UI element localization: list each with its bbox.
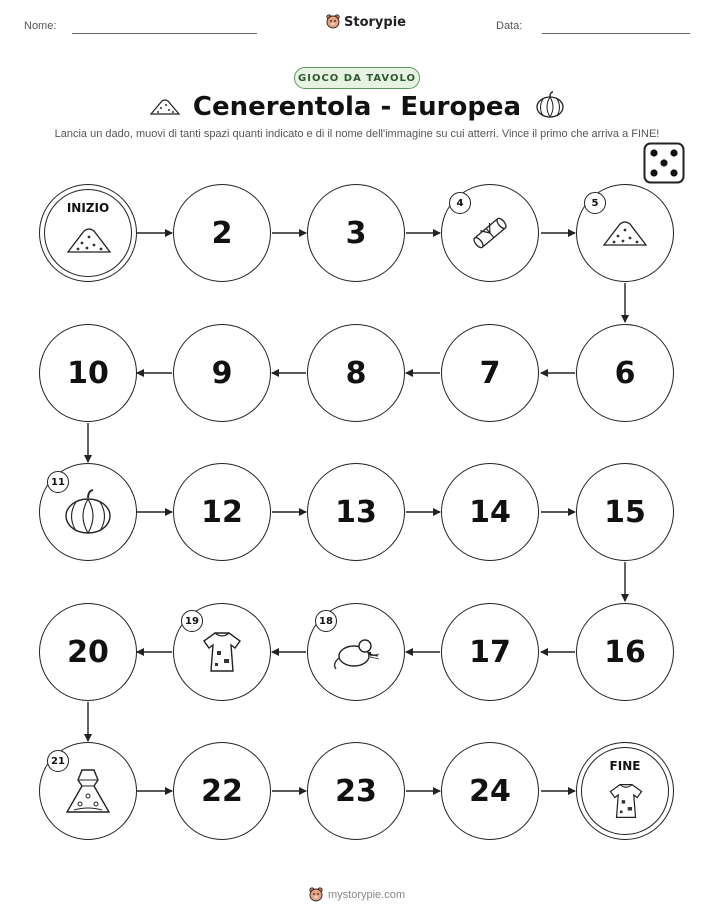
board-space-finish bbox=[576, 742, 674, 840]
title-text: Cenerentola - Europea bbox=[192, 92, 522, 122]
finish-label: FINE bbox=[609, 759, 641, 773]
ragged-dress-icon bbox=[200, 629, 244, 675]
footer bbox=[0, 887, 714, 903]
board-space: 6 bbox=[576, 324, 674, 422]
space-number-badge: 19 bbox=[181, 610, 203, 632]
space-number-badge: 4 bbox=[449, 192, 471, 214]
board-space: 20 bbox=[39, 603, 137, 701]
date-label: Data: bbox=[496, 20, 523, 32]
ball-gown-icon bbox=[64, 766, 112, 816]
pumpkin-icon bbox=[63, 488, 113, 536]
board-space: 13 bbox=[307, 463, 405, 561]
space-number-badge: 5 bbox=[584, 192, 606, 214]
crumbs-pile-icon bbox=[602, 218, 648, 248]
board-space: 10 bbox=[39, 324, 137, 422]
start-label: INIZIO bbox=[66, 201, 110, 215]
board-space: 14 bbox=[441, 463, 539, 561]
instructions: Lancia un dado, muovi di tanti spazi quanti indicato e di il nome dell'immagine su cui atterri. Vince il primo che arriva a FINE! bbox=[54, 128, 660, 140]
mouse-icon bbox=[330, 632, 382, 672]
board-space: 22 bbox=[173, 742, 271, 840]
brand-name: Storypie bbox=[344, 14, 406, 30]
board-space: 8 bbox=[307, 324, 405, 422]
ragged-dress-icon bbox=[607, 781, 645, 821]
footer-site[interactable]: mystorypie.com bbox=[327, 889, 406, 901]
board-space: 15 bbox=[576, 463, 674, 561]
scroll-icon bbox=[467, 210, 513, 256]
crumbs-pile-icon bbox=[66, 225, 112, 255]
name-label: Nome: bbox=[24, 20, 57, 32]
space-number-badge: 21 bbox=[47, 750, 69, 772]
board-space: 7 bbox=[441, 324, 539, 422]
board-space: 12 bbox=[173, 463, 271, 561]
board-space: 16 bbox=[576, 603, 674, 701]
board-space: 3 bbox=[307, 184, 405, 282]
bear-logo-icon bbox=[309, 887, 323, 903]
board-space: 2 bbox=[173, 184, 271, 282]
board-space: 9 bbox=[173, 324, 271, 422]
board-space-start bbox=[39, 184, 137, 282]
board-space: 24 bbox=[441, 742, 539, 840]
board-space: 23 bbox=[307, 742, 405, 840]
space-number-badge: 18 bbox=[315, 610, 337, 632]
space-number-badge: 11 bbox=[47, 471, 69, 493]
game-type-badge: GIOCO DA TAVOLO bbox=[294, 67, 420, 89]
board-space: 17 bbox=[441, 603, 539, 701]
